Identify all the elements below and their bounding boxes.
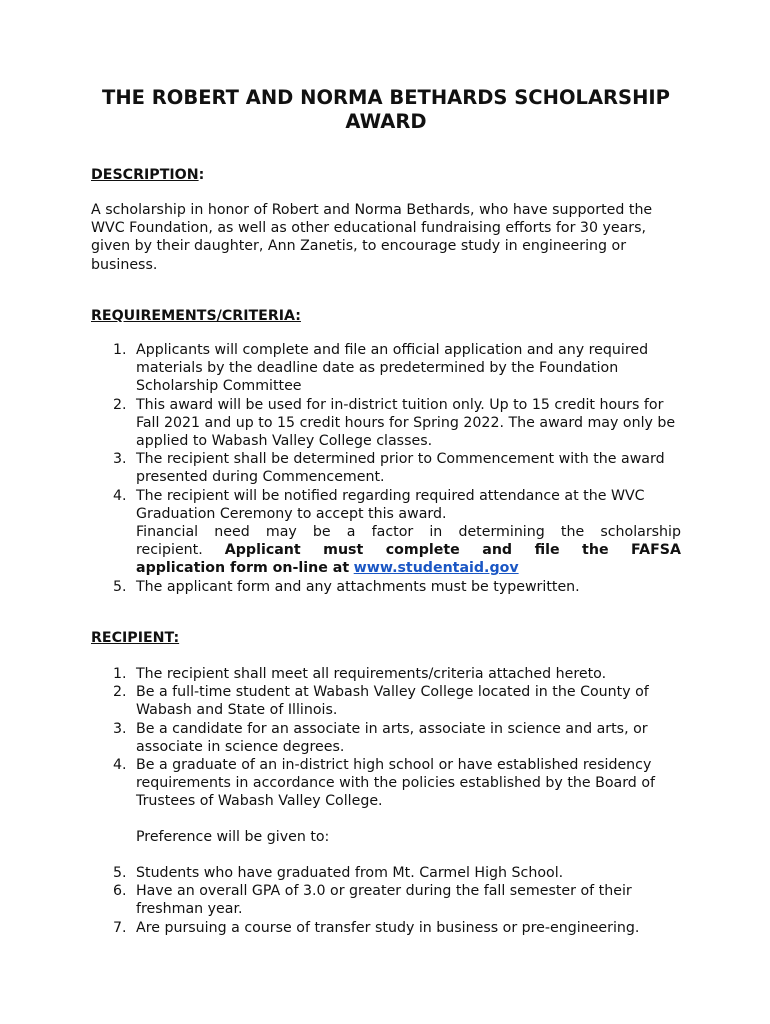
description-heading xyxy=(91,166,204,184)
preference-item xyxy=(91,882,681,918)
list-number: 6. xyxy=(113,883,127,900)
requirements-heading: REQUIREMENTS/CRITERIA: xyxy=(91,308,301,324)
recipient-word: recipient. xyxy=(136,542,203,559)
preference-item-text: Have an overall GPA of 3.0 or greater during the fall semester of their freshman year. xyxy=(136,883,632,918)
preference-item-text: Students who have graduated from Mt. Carmel High School. xyxy=(136,865,564,881)
studentaid-link[interactable]: www.studentaid.gov xyxy=(353,560,519,577)
list-number: 4. xyxy=(113,487,127,504)
description-colon: : xyxy=(198,167,205,183)
requirements-list xyxy=(91,341,681,596)
preference-item-text: Are pursuing a course of transfer study in business or pre-engineering. xyxy=(136,919,640,936)
requirement-item xyxy=(91,341,681,396)
list-number: 1. xyxy=(113,342,127,358)
requirement-text: The recipient shall be determined prior to Commencement with the award presented during Commencement. xyxy=(136,451,665,486)
requirement-text: Applicants will complete and file an official application and any required materials by the deadline date as predetermined by the Foundation Scholarship Committee xyxy=(136,342,649,395)
recipient-text: Be a candidate for an associate in arts, associate in science and arts, or associate in science degrees. xyxy=(136,720,648,755)
recipient-heading: RECIPIENT: xyxy=(91,630,180,646)
list-number: 2. xyxy=(113,684,127,701)
list-number: 3. xyxy=(113,720,127,737)
recipient-list xyxy=(91,665,681,811)
description-heading-text: DESCRIPTION xyxy=(91,167,199,183)
preference-text: Preference will be given to: xyxy=(136,829,330,845)
document-title: THE ROBERT AND NORMA BETHARDS SCHOLARSHIP AWARD xyxy=(102,86,670,133)
recipient-item xyxy=(91,720,681,756)
fafsa-instruction-cont: application form on-line at xyxy=(136,560,350,577)
requirement-item xyxy=(91,450,681,486)
description-text: A scholarship in honor of Robert and Norma Bethards, who have supported the WVC Foundation, as well as other educational fundraising efforts for 30 years, given by their daughter, Ann Zanetis, to encourage study in engineering or business. xyxy=(91,202,653,273)
list-number: 3. xyxy=(113,451,127,468)
recipient-text: Be a graduate of an in-district high school or have established residency requirements in accordance with the policies established by the Board of Trustees of Wabash Valley College. xyxy=(136,757,655,810)
requirement-text: The applicant form and any attachments must be typewritten. xyxy=(136,578,580,595)
list-number: 4. xyxy=(113,757,127,774)
fafsa-line xyxy=(136,541,681,559)
fafsa-instruction: Applicant must complete and file the FAFSA xyxy=(224,542,681,559)
list-number: 2. xyxy=(113,396,127,413)
recipient-item xyxy=(91,683,681,719)
financial-need-line: Financial need may be a factor in determining the scholarship xyxy=(136,524,681,541)
list-number: 5. xyxy=(113,578,127,595)
recipient-item xyxy=(91,756,681,811)
list-number: 5. xyxy=(113,865,127,881)
preference-item xyxy=(91,919,681,937)
requirement-item xyxy=(91,578,681,596)
preference-list xyxy=(91,864,681,937)
requirement-item xyxy=(91,396,681,451)
fafsa-link-line xyxy=(136,559,681,577)
preference-item xyxy=(91,864,681,882)
recipient-text: Be a full-time student at Wabash Valley College located in the County of Wabash and State of Illinois. xyxy=(136,684,649,719)
list-number: 1. xyxy=(113,666,127,682)
requirement-text: This award will be used for in-district tuition only. Up to 15 credit hours for Fall 2021 and up to 15 credit hours for Spring 2022. The award may only be applied to Wabash Valley College classes. xyxy=(136,396,676,450)
requirement-text: The recipient will be notified regarding required attendance at the WVC Graduation Ceremony to accept this award. xyxy=(136,487,645,522)
requirement-item xyxy=(91,487,681,578)
list-number: 7. xyxy=(113,919,127,936)
recipient-item xyxy=(91,665,681,683)
recipient-text: The recipient shall meet all requirements/criteria attached hereto. xyxy=(136,666,607,682)
